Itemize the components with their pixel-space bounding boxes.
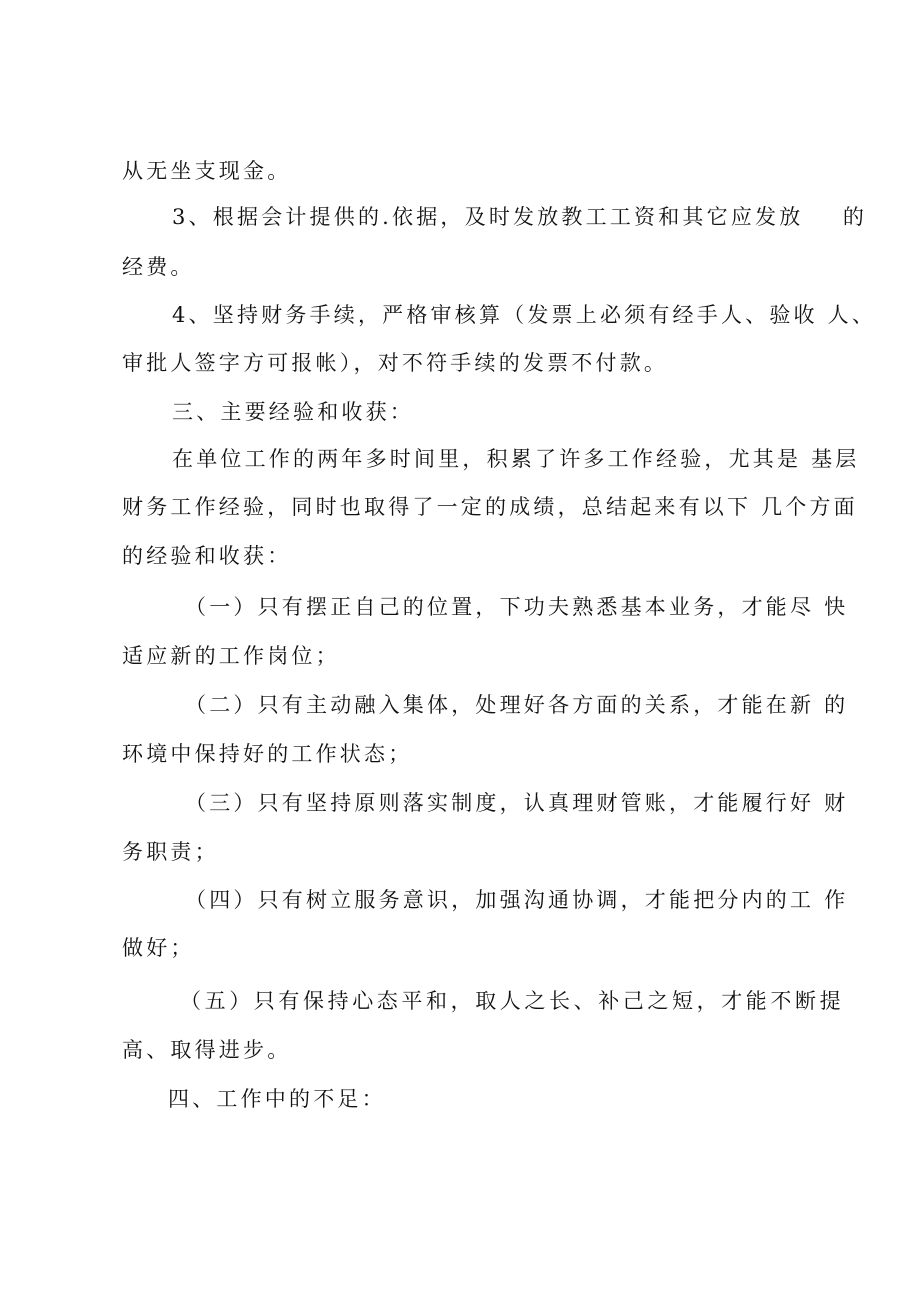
- text-line: （五）只有保持心态平和，取人之长、补己之短，才能不断提: [180, 989, 845, 1013]
- section-heading: 四、工作中的不足：: [168, 1087, 386, 1111]
- text-line: 经费。: [122, 255, 195, 279]
- text-line: 审批人签字方可报帐），对不符手续的发票不付款。: [122, 351, 669, 375]
- text-line: （四）只有树立服务意识，加强沟通协调，才能把分内的工 作: [185, 888, 849, 912]
- text-line: 高、取得进步。: [122, 1038, 292, 1062]
- text-line: 务职责；: [122, 840, 219, 864]
- text-line: 做好；: [122, 936, 195, 960]
- text-line: （三）只有坚持原则落实制度，认真理财管账，才能履行好 财: [185, 791, 849, 815]
- text-line: 3、根据会计提供的.依据，及时发放教工工资和其它应发放 的: [172, 205, 868, 229]
- text-line: 环境中保持好的工作状态；: [122, 742, 413, 766]
- text-line: （一）只有摆正自己的位置，下功夫熟悉基本业务，才能尽 快: [185, 595, 849, 619]
- text-line: 从无坐支现金。: [122, 159, 292, 183]
- text-line: （二）只有主动融入集体，处理好各方面的关系，才能在新 的: [185, 693, 849, 717]
- section-heading: 三、主要经验和收获：: [172, 400, 414, 424]
- text-line: 财务工作经验，同时也取得了一定的成绩，总结起来有以下 几个方面: [122, 495, 858, 519]
- text-line: 适应新的工作岗位；: [122, 644, 340, 668]
- text-line: 在单位工作的两年多时间里，积累了许多工作经验，尤其是 基层: [172, 447, 860, 471]
- text-line: 的经验和收获：: [122, 544, 292, 568]
- text-line: 4、坚持财务手续，严格审核算（发票上必须有经手人、验收 人、: [172, 303, 877, 327]
